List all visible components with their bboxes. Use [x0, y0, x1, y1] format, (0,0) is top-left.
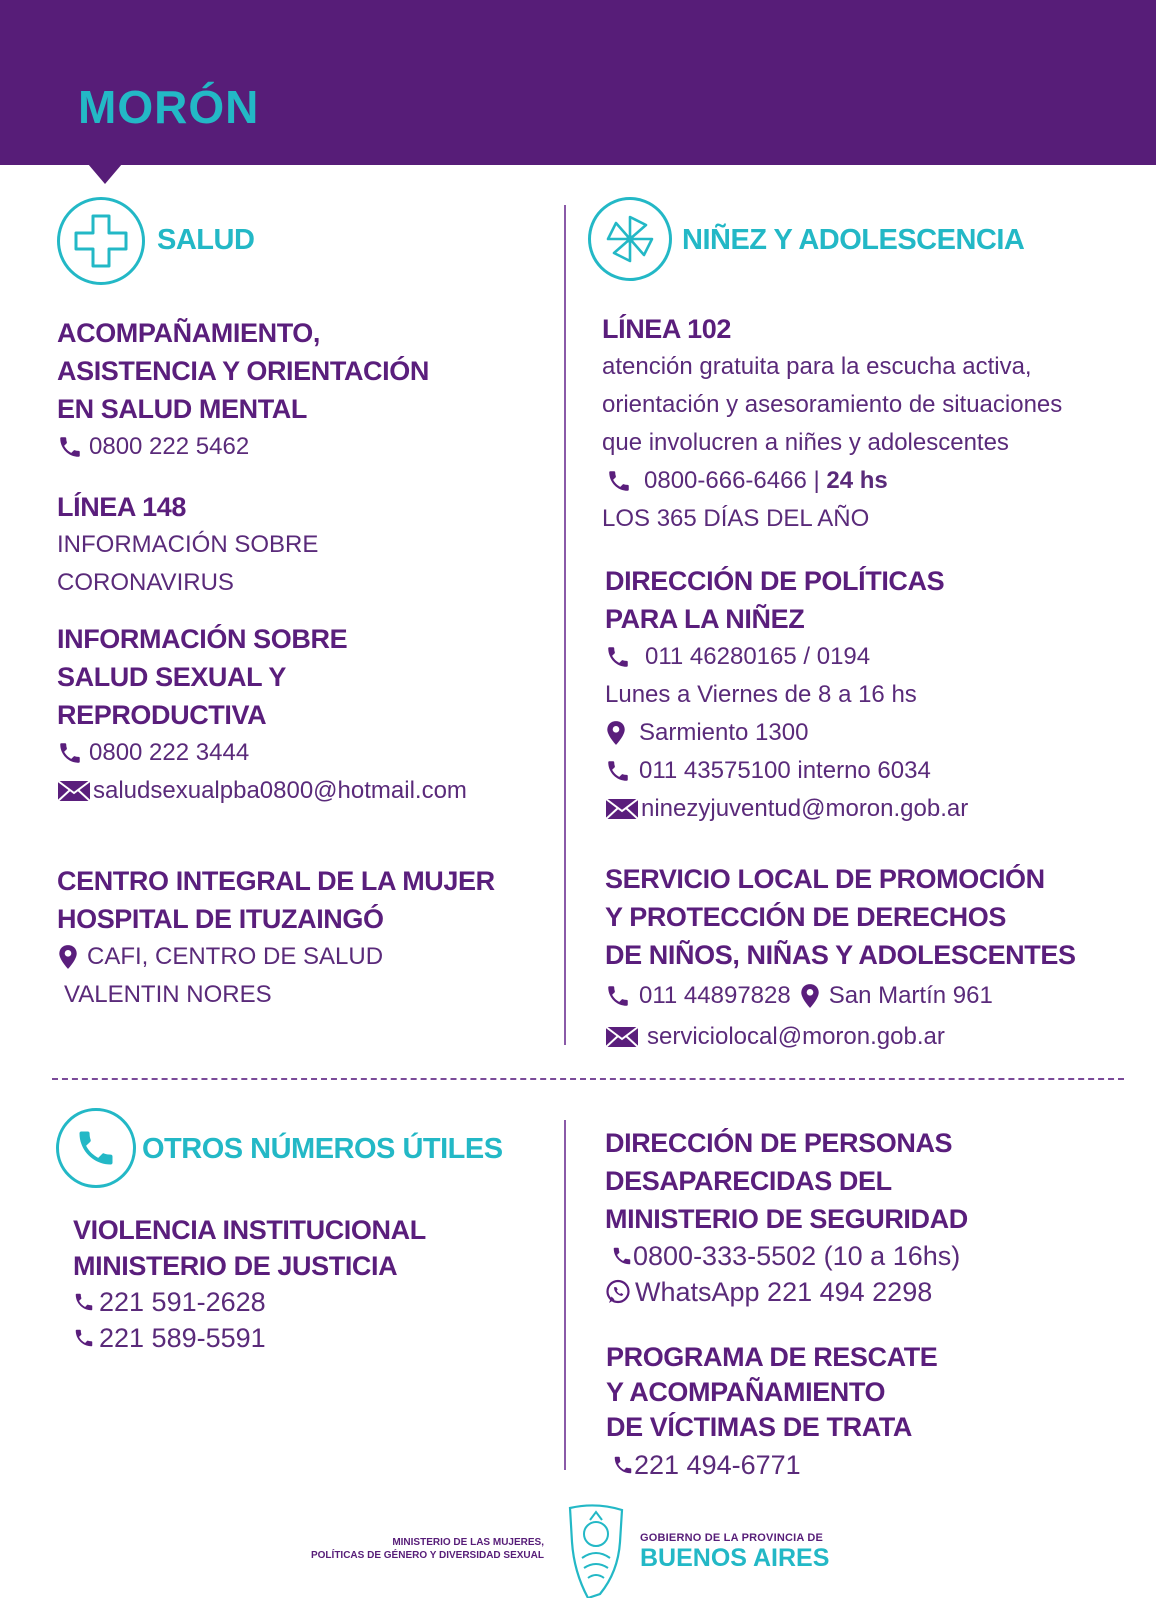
- banner-notch: [88, 164, 122, 184]
- section-title-otros: OTROS NÚMEROS ÚTILES: [142, 1133, 503, 1165]
- item-description: CORONAVIRUS: [57, 569, 234, 596]
- item-heading: DIRECCIÓN DE PERSONAS: [605, 1128, 953, 1158]
- email-row[interactable]: [605, 790, 968, 828]
- phone-row[interactable]: [605, 752, 968, 790]
- item-heading: DIRECCIÓN DE POLÍTICAS: [605, 566, 945, 596]
- phone-row[interactable]: [605, 1238, 968, 1274]
- whatsapp-number: WhatsApp 221 494 2298: [635, 1277, 933, 1307]
- item-heading: MINISTERIO DE JUSTICIA: [73, 1251, 398, 1281]
- phone-row[interactable]: [57, 428, 429, 466]
- item-heading: MINISTERIO DE SEGURIDAD: [605, 1204, 968, 1234]
- gov-big-label: BUENOS AIRES: [640, 1544, 830, 1572]
- item-note: LOS 365 DÍAS DEL AÑO: [602, 505, 870, 532]
- phone-icon: [56, 1108, 136, 1188]
- salud-item-salud-mental: [57, 314, 429, 466]
- item-heading: DE NIÑOS, NIÑAS Y ADOLESCENTES: [605, 940, 1076, 970]
- item-heading: SERVICIO LOCAL DE PROMOCIÓN: [605, 864, 1045, 894]
- pinwheel-icon: [588, 197, 672, 281]
- section-divider: [52, 1078, 1124, 1080]
- mail-icon: [605, 1024, 647, 1050]
- email-row[interactable]: [57, 772, 467, 810]
- phone-number: 011 43575100 interno 6034: [639, 757, 931, 784]
- phone-number: 0800-666-6466 |: [644, 467, 820, 494]
- phone-icon: [605, 644, 645, 670]
- phone-icon: [605, 758, 639, 784]
- salud-item-centro-mujer: [57, 862, 495, 1014]
- email-link[interactable]: serviciolocal@moron.gob.ar: [647, 1023, 945, 1050]
- item-heading: ACOMPAÑAMIENTO,: [57, 318, 320, 348]
- salud-item-linea-148: [57, 488, 318, 602]
- province-crest-icon: [560, 1502, 632, 1598]
- address-text: VALENTIN NORES: [64, 981, 272, 1008]
- mail-icon: [57, 778, 93, 804]
- phone-hours: 24 hs: [826, 467, 888, 494]
- item-description: INFORMACIÓN SOBRE: [57, 531, 319, 558]
- item-heading: VIOLENCIA INSTITUCIONAL: [73, 1215, 426, 1245]
- whatsapp-row[interactable]: [605, 1274, 968, 1310]
- phone-row[interactable]: [606, 1445, 937, 1485]
- item-heading: REPRODUCTIVA: [57, 700, 267, 730]
- location-pin-icon: [57, 944, 87, 970]
- phone-number[interactable]: 011 44897828: [639, 982, 791, 1009]
- item-heading: PROGRAMA DE RESCATE: [606, 1342, 938, 1372]
- phone-number: 221 589-5591: [99, 1323, 266, 1353]
- ninez-item-servicio-local: [605, 860, 1076, 1056]
- otros-item-violencia-institucional: [73, 1212, 426, 1356]
- item-heading: DE VÍCTIMAS DE TRATA: [606, 1412, 912, 1442]
- phone-number: 0800-333-5502 (10 a 16hs): [633, 1241, 961, 1271]
- phone-address-row: [605, 974, 1076, 1018]
- phone-icon: [73, 1325, 99, 1351]
- address-row: [605, 714, 968, 752]
- address-text: San Martín 961: [828, 982, 993, 1009]
- phone-icon: [605, 1243, 633, 1269]
- ministry-line: POLÍTICAS DE GÉNERO Y DIVERSIDAD SEXUAL: [310, 1550, 544, 1561]
- ninez-item-linea-102: [602, 310, 1062, 538]
- cross-icon: [57, 197, 145, 285]
- item-heading: EN SALUD MENTAL: [57, 394, 307, 424]
- location-pin-icon: [605, 720, 639, 746]
- address-row: [57, 938, 495, 976]
- office-hours: Lunes a Viernes de 8 a 16 hs: [605, 681, 917, 708]
- address-text: CAFI, CENTRO DE SALUD: [87, 943, 384, 970]
- phone-icon: [606, 468, 644, 494]
- column-divider-bottom: [564, 1120, 566, 1470]
- ninez-item-direccion-politicas: [605, 562, 968, 828]
- phone-icon: [57, 740, 89, 766]
- item-heading: LÍNEA 102: [602, 314, 731, 344]
- ministry-label: [311, 1536, 544, 1562]
- phone-number: 221 591-2628: [99, 1287, 266, 1317]
- page-title: MORÓN: [78, 81, 260, 133]
- phone-row[interactable]: [605, 638, 968, 676]
- phone-row[interactable]: [57, 734, 467, 772]
- item-heading: INFORMACIÓN SOBRE: [57, 624, 348, 654]
- address-text: Sarmiento 1300: [639, 719, 809, 746]
- whatsapp-icon: [605, 1279, 635, 1305]
- section-title-salud: SALUD: [157, 224, 255, 256]
- government-logo: [640, 1532, 829, 1572]
- ministry-line: MINISTERIO DE LAS MUJERES,: [392, 1537, 544, 1548]
- section-title-ninez: NIÑEZ Y ADOLESCENCIA: [682, 224, 1025, 256]
- phone-row[interactable]: [73, 1284, 426, 1320]
- phone-number: 0800 222 3444: [89, 739, 250, 766]
- salud-item-salud-sexual: [57, 620, 467, 810]
- item-description: que involucren a niñes y adolescentes: [602, 429, 1009, 456]
- item-description: orientación y asesoramiento de situaciones: [602, 391, 1063, 418]
- phone-icon: [57, 434, 89, 460]
- phone-row[interactable]: [73, 1320, 426, 1356]
- item-heading: CENTRO INTEGRAL DE LA MUJER: [57, 866, 495, 896]
- gov-small-label: GOBIERNO DE LA PROVINCIA DE: [640, 1532, 824, 1544]
- phone-number: 221 494-6771: [634, 1450, 801, 1480]
- phone-icon: [605, 983, 639, 1009]
- phone-icon: [73, 1289, 99, 1315]
- item-heading: SALUD SEXUAL Y: [57, 662, 286, 692]
- location-pin-icon: [799, 983, 829, 1009]
- mail-icon: [605, 796, 641, 822]
- email-row[interactable]: [605, 1018, 1076, 1056]
- item-heading: HOSPITAL DE ITUZAINGÓ: [57, 904, 384, 934]
- otros-item-personas-desaparecidas: [605, 1124, 968, 1310]
- item-heading: Y PROTECCIÓN DE DERECHOS: [605, 902, 1006, 932]
- email-link[interactable]: ninezyjuventud@moron.gob.ar: [641, 795, 969, 822]
- column-divider-top: [564, 205, 566, 1045]
- item-heading: PARA LA NIÑEZ: [605, 604, 805, 634]
- email-link[interactable]: saludsexualpba0800@hotmail.com: [93, 777, 467, 804]
- otros-item-programa-rescate: [606, 1340, 937, 1485]
- item-heading: Y ACOMPAÑAMIENTO: [606, 1377, 886, 1407]
- phone-row[interactable]: [602, 462, 1062, 500]
- item-description: atención gratuita para la escucha activa,: [602, 353, 1032, 380]
- phone-icon: [606, 1452, 634, 1478]
- item-heading: LÍNEA 148: [57, 492, 186, 522]
- item-heading: DESAPARECIDAS DEL: [605, 1166, 892, 1196]
- phone-number: 0800 222 5462: [89, 433, 250, 460]
- phone-number: 011 46280165 / 0194: [645, 643, 871, 670]
- item-heading: ASISTENCIA Y ORIENTACIÓN: [57, 356, 429, 386]
